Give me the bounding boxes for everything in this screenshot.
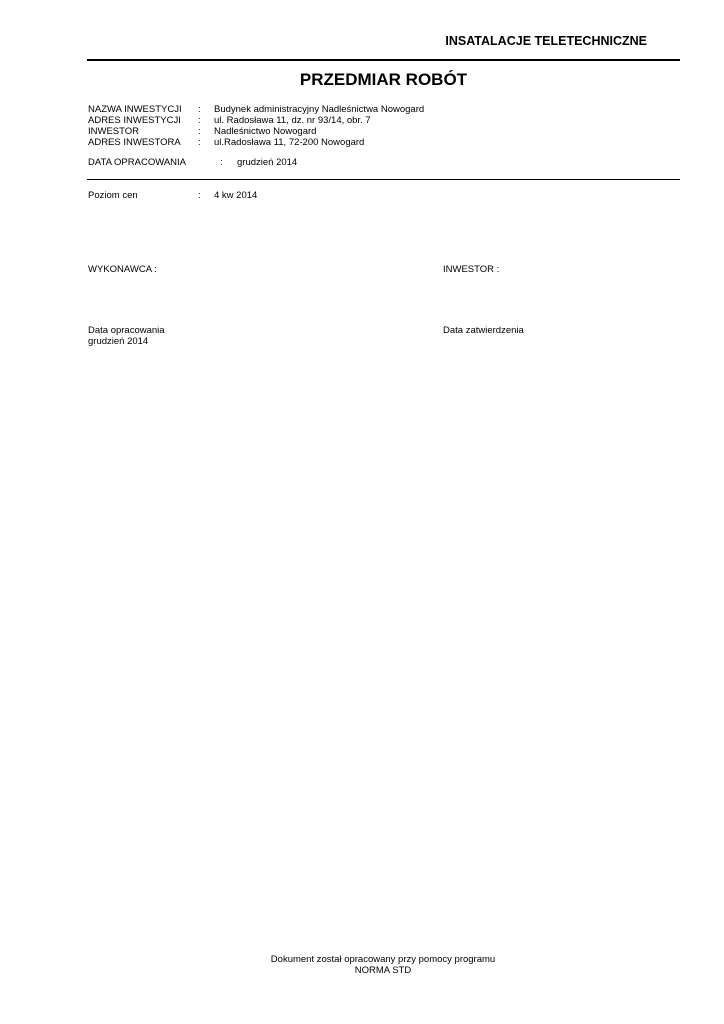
info-label-investor-address: ADRES INWESTORA [88,137,181,148]
info-divider [87,179,680,180]
info-value-investment-address: ul. Radosława 11, dz. nr 93/14, obr. 7 [214,115,371,126]
info-value-investor-address: ul.Radosława 11, 72-200 Nowogard [214,137,365,148]
price-level-value: 4 kw 2014 [214,190,258,201]
approved-date-label: Data zatwierdzenia [443,325,524,336]
document-title: PRZEDMIAR ROBÓT [299,70,468,89]
date-prepared-label: DATA OPRACOWANIA [88,157,187,168]
date-prepared-value: grudzień 2014 [237,157,298,168]
footer-line-1: Dokument został opracowany przy pomocy programu [270,954,496,965]
price-level-label: Poziom cen [88,190,138,201]
info-value-investment-name: Budynek administracyjny Nadleśnictwa Nowogard [214,104,425,115]
info-label-investment-name: NAZWA INWESTYCJI [88,104,182,115]
price-level-separator: : [198,190,201,201]
header-divider [87,59,680,61]
info-value-investor: Nadleśnictwo Nowogard [214,126,317,137]
info-label-investor: INWESTOR [88,126,140,137]
section-title: INSATALACJE TELETECHNICZNE [445,34,647,48]
prepared-date-label: Data opracowania [88,325,165,336]
investor-signature-label: INWESTOR : [443,264,500,275]
contractor-label: WYKONAWCA : [88,264,157,275]
footer-line-2: NORMA STD [354,965,412,976]
date-prepared-separator: : [220,157,223,168]
prepared-date-value: grudzień 2014 [88,336,149,347]
info-separator: : [198,137,201,148]
info-separator: : [198,104,201,115]
info-label-investment-address: ADRES INWESTYCJI [88,115,181,126]
info-separator: : [198,126,201,137]
info-separator: : [198,115,201,126]
